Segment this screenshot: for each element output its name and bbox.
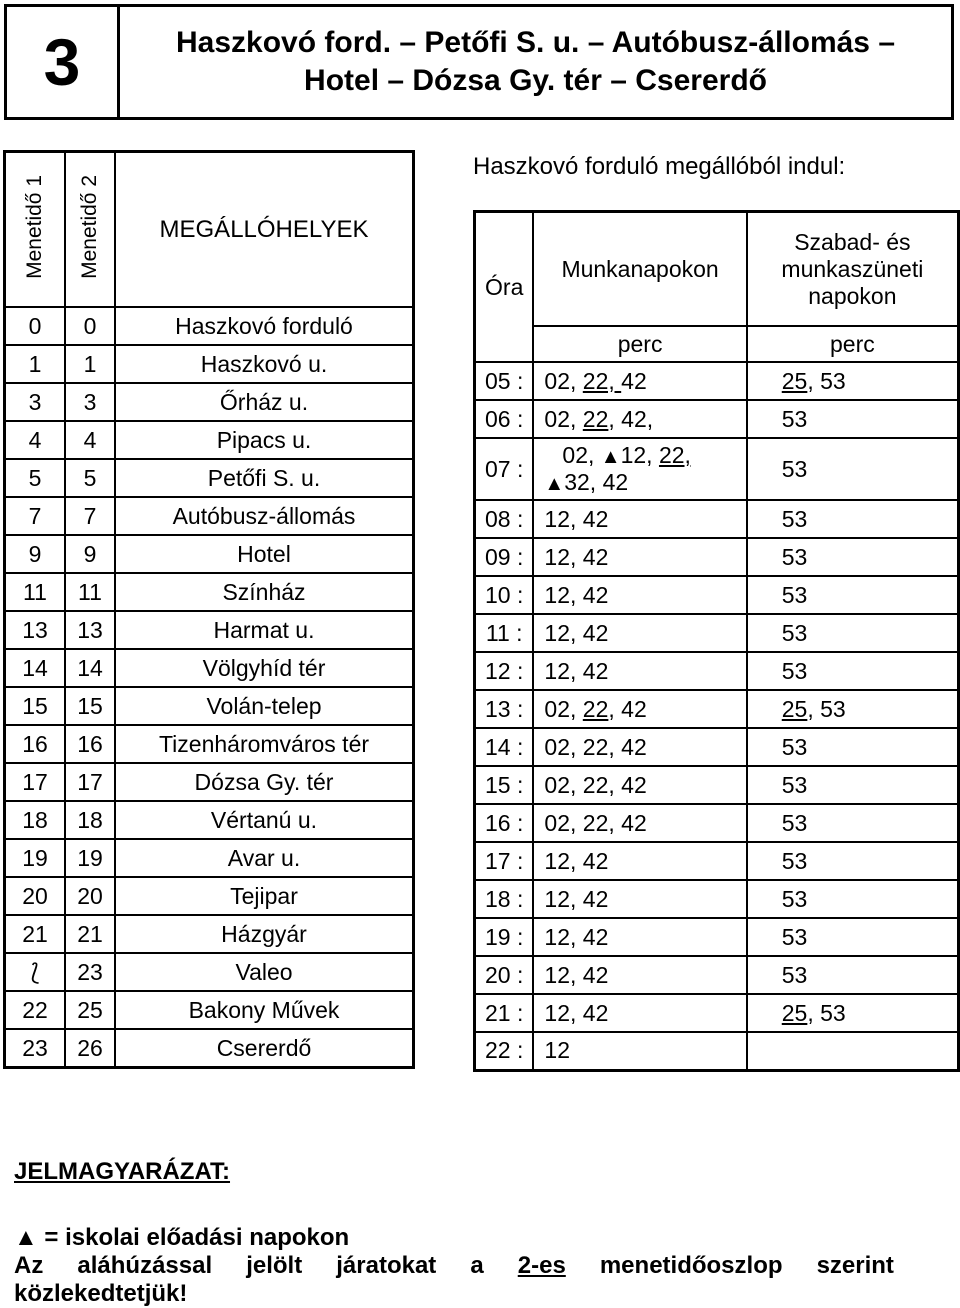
weekend-header: Szabad- és munkaszüneti napokon [747, 212, 959, 327]
legend [14, 1158, 894, 1308]
schedule-row [475, 766, 959, 804]
weekday-minutes: 12, 42 [533, 500, 746, 538]
travel-time-1: 13 [5, 611, 66, 649]
weekday-header: Munkanapokon [533, 212, 746, 327]
weekend-minutes: 53 [747, 956, 959, 994]
travel-time-2: 21 [65, 915, 115, 953]
stop-name: Haszkovó forduló [115, 307, 414, 345]
stop-name: Volán-telep [115, 687, 414, 725]
weekend-minutes: 53 [747, 804, 959, 842]
travel-time-1: 14 [5, 649, 66, 687]
stop-name: Avar u. [115, 839, 414, 877]
stop-name: Őrház u. [115, 383, 414, 421]
weekend-minutes: 53 [747, 576, 959, 614]
stop-name: Házgyár [115, 915, 414, 953]
travel-time-2: 4 [65, 421, 115, 459]
hour-cell: 09 : [475, 538, 534, 576]
travel-time-1: 19 [5, 839, 66, 877]
hour-cell: 19 : [475, 918, 534, 956]
weekend-minutes [747, 1032, 959, 1070]
hour-cell: 07 : [475, 438, 534, 500]
travel-time-2: 9 [65, 535, 115, 573]
stop-name: Bakony Művek [115, 991, 414, 1029]
travel-time-2: 13 [65, 611, 115, 649]
weekday-minutes: 02, 22, 42 [533, 766, 746, 804]
travel-time-1: 0 [5, 307, 66, 345]
travel-time-1: 16 [5, 725, 66, 763]
travel-time-2-header: Menetidő 2 [65, 152, 115, 308]
hour-cell: 17 : [475, 842, 534, 880]
travel-time-1: 7 [5, 497, 66, 535]
stop-row [5, 725, 414, 763]
weekend-minutes: 53 [747, 842, 959, 880]
school-day-marker-icon: ▲ [544, 473, 565, 495]
hour-cell: 08 : [475, 500, 534, 538]
schedule-title: Haszkovó forduló megállóból indul: [473, 153, 846, 180]
travel-time-1: 23 [5, 1029, 66, 1068]
school-day-marker-icon: ▲ [600, 446, 621, 468]
travel-time-2: 15 [65, 687, 115, 725]
weekday-minutes: 02, 22, 42 [533, 804, 746, 842]
travel-time-1: 5 [5, 459, 66, 497]
travel-time-1: ⟅ [5, 953, 66, 991]
weekend-minutes: 53 [747, 766, 959, 804]
stop-name: Völgyhíd tér [115, 649, 414, 687]
route-number: 3 [7, 7, 120, 117]
schedule-row [475, 500, 959, 538]
stop-row [5, 763, 414, 801]
stop-row [5, 459, 414, 497]
stop-name: Tejipar [115, 877, 414, 915]
travel-time-1: 22 [5, 991, 66, 1029]
stops-table [3, 150, 415, 1069]
travel-time-2: 17 [65, 763, 115, 801]
travel-time-1: 18 [5, 801, 66, 839]
stop-name: Tizenháromváros tér [115, 725, 414, 763]
weekday-minutes: 12, 42 [533, 880, 746, 918]
weekend-minutes: 25, 53 [747, 994, 959, 1032]
travel-time-2: 3 [65, 383, 115, 421]
weekend-minutes: 53 [747, 880, 959, 918]
stop-row [5, 307, 414, 345]
weekend-minutes: 53 [747, 728, 959, 766]
travel-time-1: 9 [5, 535, 66, 573]
schedule-row [475, 538, 959, 576]
schedule-row [475, 918, 959, 956]
travel-time-2: 11 [65, 573, 115, 611]
stop-row [5, 839, 414, 877]
weekday-minutes: 02, 22, 42, [533, 400, 746, 438]
weekend-minutes: 25, 53 [747, 690, 959, 728]
hour-cell: 14 : [475, 728, 534, 766]
hour-cell: 05 : [475, 362, 534, 400]
stop-row [5, 1029, 414, 1068]
weekday-minutes: 02, 22, 42 [533, 728, 746, 766]
weekend-minutes: 53 [747, 918, 959, 956]
travel-time-2: 14 [65, 649, 115, 687]
route-header [4, 4, 954, 120]
travel-time-1-header: Menetidő 1 [5, 152, 66, 308]
stop-row [5, 915, 414, 953]
weekday-minutes: 02, 22, 42 [533, 690, 746, 728]
stop-name: Dózsa Gy. tér [115, 763, 414, 801]
weekday-minutes: 12, 42 [533, 956, 746, 994]
stop-row [5, 497, 414, 535]
route-title-line2: Hotel – Dózsa Gy. tér – Csererdő [304, 64, 767, 97]
weekday-minutes: 12, 42 [533, 918, 746, 956]
stop-name: Csererdő [115, 1029, 414, 1068]
hour-cell: 21 : [475, 994, 534, 1032]
route-title-line1: Haszkovó ford. – Petőfi S. u. – Autóbusz-állomás – [175, 26, 896, 59]
stops-body [5, 307, 414, 1068]
travel-time-2: 1 [65, 345, 115, 383]
schedule-row [475, 880, 959, 918]
stop-row [5, 687, 414, 725]
stop-row [5, 421, 414, 459]
weekend-minutes: 53 [747, 538, 959, 576]
hour-cell: 16 : [475, 804, 534, 842]
travel-time-2: 19 [65, 839, 115, 877]
weekday-minutes: 02, 22, 42 [533, 362, 746, 400]
travel-time-2: 5 [65, 459, 115, 497]
schedule-body [475, 362, 959, 1070]
stop-name: Haszkovó u. [115, 345, 414, 383]
weekday-minutes: 12, 42 [533, 842, 746, 880]
legend-title: JELMAGYARÁZAT: [14, 1158, 231, 1185]
weekday-minutes: 12, 42 [533, 576, 746, 614]
schedule-row [475, 690, 959, 728]
travel-time-1: 21 [5, 915, 66, 953]
stop-row [5, 649, 414, 687]
schedule-row [475, 614, 959, 652]
weekday-minutes: 12 [533, 1032, 746, 1070]
hour-cell: 11 : [475, 614, 534, 652]
hour-cell: 22 : [475, 1032, 534, 1070]
stop-name: Színház [115, 573, 414, 611]
weekend-perc-label: perc [747, 326, 959, 362]
stops-header: MEGÁLLÓHELYEK [115, 152, 414, 308]
schedule-row [475, 728, 959, 766]
hour-cell: 12 : [475, 652, 534, 690]
stop-name: Harmat u. [115, 611, 414, 649]
travel-time-2: 16 [65, 725, 115, 763]
travel-time-1: 1 [5, 345, 66, 383]
hour-cell: 10 : [475, 576, 534, 614]
stop-row [5, 953, 414, 991]
schedule-row [475, 804, 959, 842]
stop-row [5, 535, 414, 573]
stop-row [5, 345, 414, 383]
travel-time-1: 20 [5, 877, 66, 915]
weekday-perc-label: perc [533, 326, 746, 362]
stop-name: Autóbusz-állomás [115, 497, 414, 535]
weekday-minutes: 12, 42 [533, 614, 746, 652]
stop-name: Petőfi S. u. [115, 459, 414, 497]
weekend-minutes: 25, 53 [747, 362, 959, 400]
legend-line3: közlekedtetjük! [14, 1280, 188, 1307]
weekend-minutes: 53 [747, 438, 959, 500]
weekend-minutes: 53 [747, 652, 959, 690]
weekday-minutes: 12, 42 [533, 652, 746, 690]
schedule-row [475, 652, 959, 690]
schedule-table [473, 210, 960, 1072]
stop-row [5, 991, 414, 1029]
weekend-minutes: 53 [747, 614, 959, 652]
schedule-row [475, 1032, 959, 1070]
travel-time-1: 17 [5, 763, 66, 801]
travel-time-1: 3 [5, 383, 66, 421]
hour-cell: 06 : [475, 400, 534, 438]
weekday-minutes: 02, ▲12, 22, ▲32, 42 [533, 438, 746, 500]
travel-time-2: 18 [65, 801, 115, 839]
stop-name: Pipacs u. [115, 421, 414, 459]
schedule-row [475, 362, 959, 400]
stop-name: Valeo [115, 953, 414, 991]
stop-row [5, 383, 414, 421]
schedule-row [475, 576, 959, 614]
weekend-minutes: 53 [747, 400, 959, 438]
hour-cell: 18 : [475, 880, 534, 918]
schedule-row [475, 438, 959, 500]
travel-time-1: 11 [5, 573, 66, 611]
weekday-minutes: 12, 42 [533, 994, 746, 1032]
hour-cell: 15 : [475, 766, 534, 804]
hour-cell: 20 : [475, 956, 534, 994]
stop-row [5, 573, 414, 611]
travel-time-2: 0 [65, 307, 115, 345]
travel-time-1: 15 [5, 687, 66, 725]
weekday-minutes: 12, 42 [533, 538, 746, 576]
travel-time-1: 4 [5, 421, 66, 459]
hour-header: Óra [475, 212, 534, 363]
weekend-minutes: 53 [747, 500, 959, 538]
schedule-row [475, 994, 959, 1032]
travel-time-2: 7 [65, 497, 115, 535]
travel-time-2: 20 [65, 877, 115, 915]
schedule-row [475, 956, 959, 994]
legend-line2: Az aláhúzással jelölt járatokat a 2-es menetidőoszlop szerint [14, 1252, 894, 1279]
travel-time-2: 25 [65, 991, 115, 1029]
stop-row [5, 801, 414, 839]
stop-row [5, 877, 414, 915]
travel-time-2: 26 [65, 1029, 115, 1068]
legend-line1: ▲ = iskolai előadási napokon [14, 1224, 350, 1251]
route-title [120, 7, 951, 117]
stop-name: Vértanú u. [115, 801, 414, 839]
stop-row [5, 611, 414, 649]
schedule-row [475, 400, 959, 438]
travel-time-2: 23 [65, 953, 115, 991]
hour-cell: 13 : [475, 690, 534, 728]
schedule-row [475, 842, 959, 880]
stop-name: Hotel [115, 535, 414, 573]
